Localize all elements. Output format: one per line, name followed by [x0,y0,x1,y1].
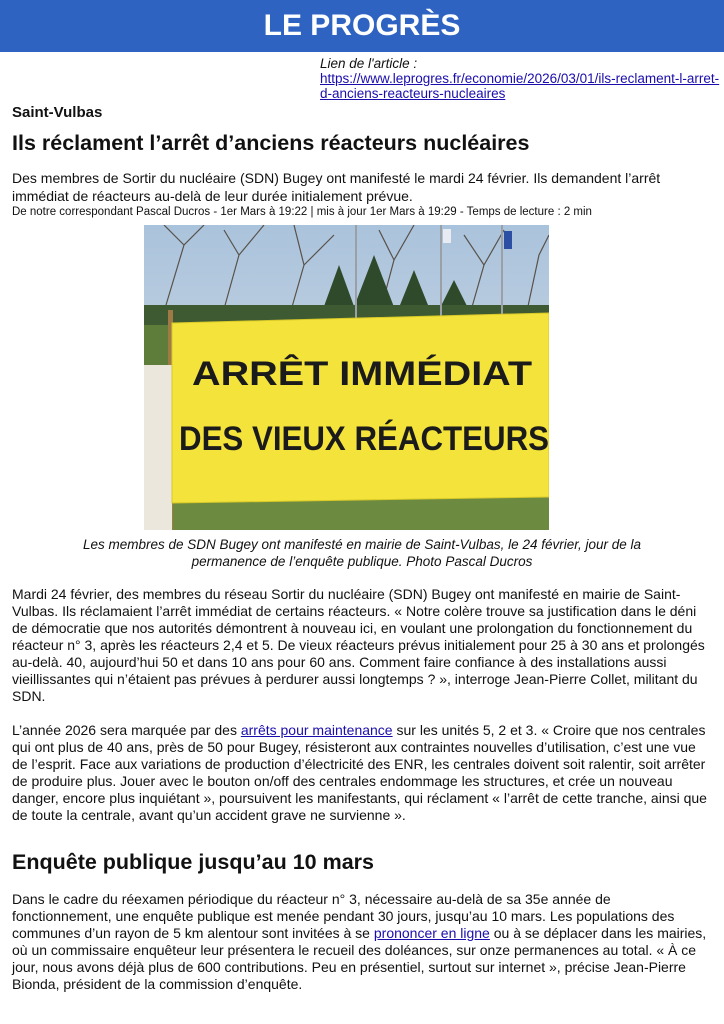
article-lead: Des membres de Sortir du nucléaire (SDN) Bugey ont manifesté le mardi 24 février. Ils demandent l’arrêt immédiat de réacteurs au-delà de leur durée initialement prévue. [12,170,661,204]
online-survey-link[interactable]: prononcer en ligne [373,925,490,941]
paragraph-3-text-start: Dans le cadre du réexamen périodique du réacteur n° 3, nécessaire au-delà de sa 35e année de fonctionnement, une enquête publique est menée pendant 30 jours, jusqu’au 10 mars. Les populations des communes d’un rayon de 5 km alentour sont invitées à se [12,891,675,941]
banner-text-line2: DES VIEUX RÉACTEURS [179,420,549,458]
paragraph-3-text-end: ou à se déplacer dans les mairies, où un commissaire enquêteur leur présentera le recueil des doléances, sur onze permanences au total. « À ce jour, nous avons déjà plus de 600 contributions. Peu en présentiel, surtout sur internet », précise Jean-Pierre Bionda, président de la commission d’enquête. [12,925,707,992]
paragraph-2-text-end: sur les unités 5, 2 et 3. « Croire que nos centrales qui ont plus de 40 ans, près de 50 pour Bugey, résisteront aux contraintes nouvelles d’utilisation, c’est une vue de l’esprit. Face aux variations de production d’électricité des ENR, les centrales doivent soit ralentir, soit arrêter de produire plus. Jouer avec le bouton on/off des centrales endommage les structures, et crée un nouveau danger, encore plus inquiétant », poursuivent les manifestants, qui réclament « l’arrêt de cette tranche, ainsi que de toute la centrale, avant qu’un accident grave ne survienne ». [12,722,707,823]
article-byline: De notre correspondant Pascal Ducros - 1er Mars à 19:22 | mis à jour 1er Mars à 19:29 - Temps de lecture : 2 min [12,206,592,218]
section-heading: Enquête publique jusqu’au 10 mars [12,850,374,874]
source-link-block [320,56,720,101]
masthead [0,0,724,52]
photo-caption: Les membres de SDN Bugey ont manifesté en mairie de Saint-Vulbas, le 24 février, jour de la permanence de l’enquête publique. Photo Pascal Ducros [82,537,642,569]
article-photo [144,225,549,530]
banner-text-line1: ARRÊT IMMÉDIAT [192,355,533,393]
article-locality: Saint-Vulbas [12,104,103,121]
source-url-link[interactable]: https://www.leprogres.fr/economie/2026/03/01/ils-reclament-l-arret-d-anciens-reacteurs-nucleaires [320,71,720,101]
source-link-label: Lien de l'article : [320,56,418,71]
article-title: Ils réclament l’arrêt d’anciens réacteurs nucléaires [12,131,530,155]
article-paragraph-1: Mardi 24 février, des membres du réseau Sortir du nucléaire (SDN) Bugey ont manifesté en mairie de Saint-Vulbas. Ils réclamaient l’arrêt immédiat de certains réacteurs. « Notre colère trouve sa justification dans le déni de démocratie que nos autorités démontrent à nouveau ici, en voulant une prolongation du fonctionnement du réacteur n° 3, après les réacteurs 2,4 et 5. De vieux réacteurs prévus initialement pour 25 à 30 ans et prolongés au-delà. 40, aujourd’hui 50 et dans 10 ans pour 60 ans. Comment faire confiance à des installations aussi vieillissantes qui n’étaient pas prévues à perdurer aussi longtemps ? », interroge Jean-Pierre Collet, militant du SDN. [12,586,705,704]
protest-banner-photo [144,225,549,530]
article-paragraph-3 [12,891,712,993]
article-paragraph-2 [12,722,712,824]
newspaper-logo[interactable]: LE PROGRÈS [263,9,461,42]
maintenance-link[interactable]: arrêts pour maintenance [240,722,393,738]
paragraph-2-text-start: L’année 2026 sera marquée par des [12,722,241,738]
